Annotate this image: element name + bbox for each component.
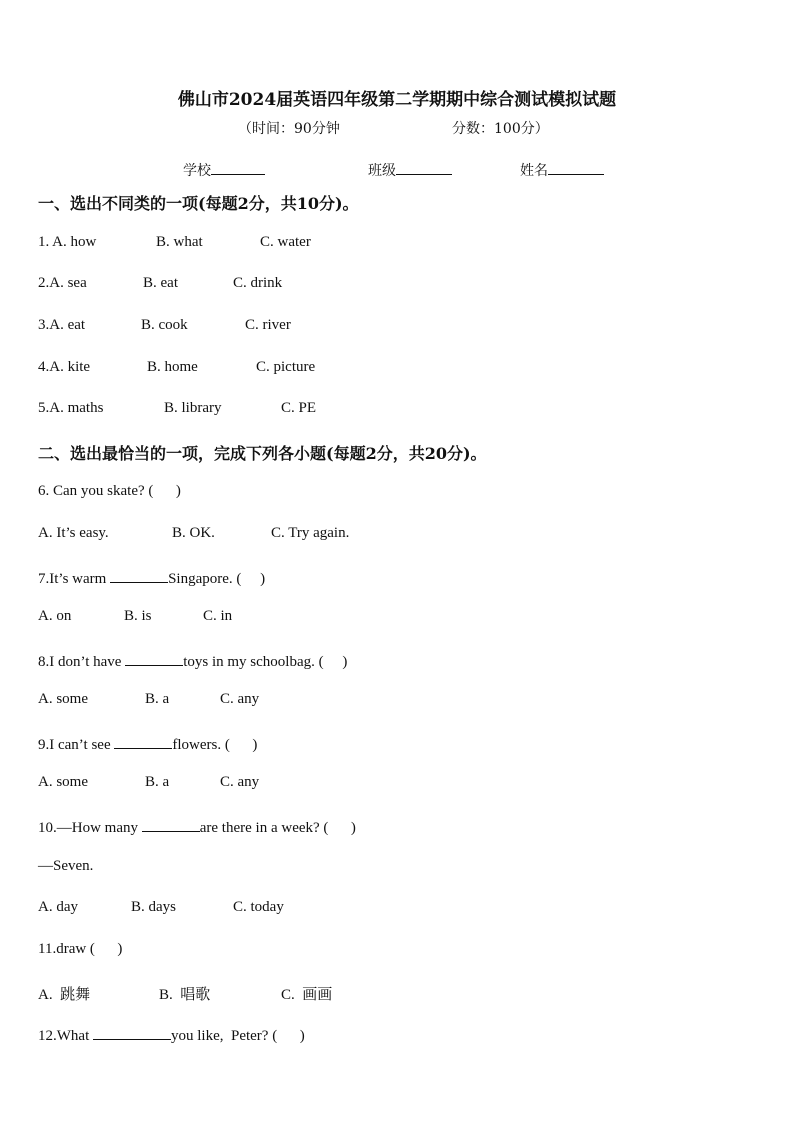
school-blank (211, 160, 265, 175)
question-10-option-b: B. days (131, 899, 176, 915)
name-blank (548, 160, 604, 175)
school-label: 学校 (183, 163, 211, 179)
question-3-option-a: 3.A. eat (38, 317, 86, 333)
question-9-option-a: A. some (38, 774, 88, 790)
question-10-answer-line: —Seven. (38, 858, 94, 874)
question-12-stem (38, 1024, 305, 1045)
class-field (368, 160, 452, 180)
question-8-stem (38, 650, 347, 671)
question-4-option-a: 4.A. kite (38, 359, 91, 375)
question-7-blank (110, 567, 168, 583)
question-7-text-after: Singapore. ( ) (168, 571, 266, 587)
question-6-option-b: B. OK. (172, 525, 215, 541)
question-11-stem: 11.draw ( ) (38, 941, 123, 957)
question-11-option-c: C. 画画 (281, 987, 333, 1003)
question-8-option-b: B. a (145, 691, 170, 707)
question-11-option-b: B. 唱歌 (159, 987, 211, 1003)
question-8-text-after: toys in my schoolbag. ( ) (183, 654, 348, 670)
question-1-option-c: C. water (260, 234, 311, 250)
question-6-option-a: A. It’s easy. (38, 525, 109, 541)
question-7-option-c: C. in (203, 608, 233, 624)
name-label: 姓名 (520, 163, 548, 179)
section-1-title: 一、选出不同类的一项(每题2分，共10分)。 (38, 194, 359, 213)
question-10-option-c: C. today (233, 899, 284, 915)
question-11-option-a: A. 跳舞 (38, 987, 91, 1003)
question-12-text-before: 12.What (38, 1028, 93, 1044)
question-7-stem (38, 567, 265, 588)
question-5-option-a: 5.A. maths (38, 400, 104, 416)
question-9-text-after: flowers. ( ) (172, 737, 258, 753)
name-field (520, 160, 604, 180)
question-5-option-c: C. PE (281, 400, 317, 416)
question-12-blank (93, 1024, 171, 1040)
question-9-text-before: 9.I can’t see (38, 737, 115, 753)
class-blank (396, 160, 452, 175)
question-7-text-before: 7.It’s warm (38, 571, 111, 587)
exam-time: （时间：90分钟 (238, 121, 340, 137)
question-10-stem (38, 816, 356, 837)
question-10-option-a: A. day (38, 899, 78, 915)
question-9-option-b: B. a (145, 774, 170, 790)
class-label: 班级 (368, 163, 396, 179)
question-9-option-c: C. any (220, 774, 260, 790)
question-6-stem: 6. Can you skate? ( ) (38, 483, 181, 499)
exam-score: 分数：100分） (452, 121, 549, 137)
question-9-blank (114, 733, 172, 749)
question-3-option-c: C. river (245, 317, 291, 333)
question-6-option-c: C. Try again. (271, 525, 350, 541)
question-8-option-a: A. some (38, 691, 88, 707)
question-4-option-c: C. picture (256, 359, 316, 375)
question-4-option-b: B. home (147, 359, 198, 375)
question-3-option-b: B. cook (141, 317, 188, 333)
question-8-text-before: 8.I don’t have (38, 654, 126, 670)
question-2-option-c: C. drink (233, 275, 283, 291)
question-10-text-after: are there in a week? ( ) (199, 820, 356, 836)
question-9-stem (38, 733, 257, 754)
question-12-text-after: you like, Peter? ( ) (170, 1028, 305, 1044)
question-1-option-b: B. what (156, 234, 203, 250)
question-1-option-a: 1. A. how (38, 234, 97, 250)
question-2-option-b: B. eat (143, 275, 178, 291)
question-2-option-a: 2.A. sea (38, 275, 87, 291)
question-7-option-b: B. is (124, 608, 152, 624)
question-10-blank (142, 816, 200, 832)
school-field (183, 160, 265, 180)
question-7-option-a: A. on (38, 608, 72, 624)
page-title: 佛山市2024届英语四年级第二学期期中综合测试模拟试题 (177, 90, 617, 110)
question-5-option-b: B. library (164, 400, 222, 416)
question-10-text-before: 10.—How many (38, 820, 142, 836)
question-8-option-c: C. any (220, 691, 260, 707)
question-8-blank (125, 650, 183, 666)
section-2-title: 二、选出最恰当的一项，完成下列各小题(每题2分，共20分)。 (38, 444, 487, 463)
